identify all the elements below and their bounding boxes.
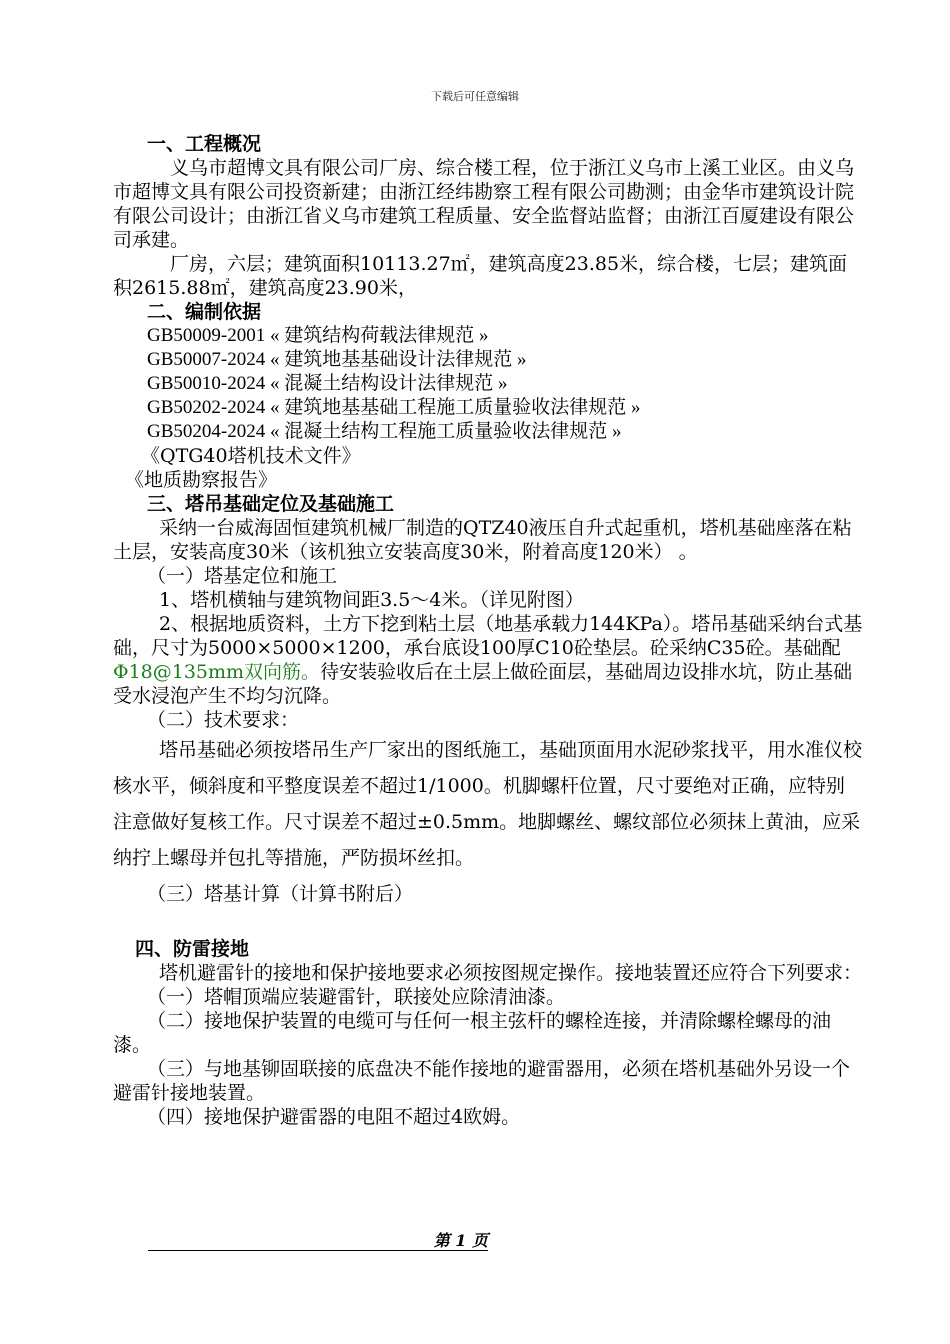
standard-item: GB50009-2001 « 建筑结构荷载法律规范 » xyxy=(147,325,489,346)
tech-requirements-text: 塔吊基础必须按塔吊生产厂家出的图纸施工，基础顶面用水泥砂浆找平，用水准仪校核水平，倾斜度和平整度误差不超过1/1000。机脚螺杆位置，尺寸要绝对正确，应特别注意做好复核工作。尺寸误差不超过±0.5mm。地脚螺丝、螺纹部位必须抹上黄油，应采纳拧上螺母并包扎等措施，严防损坏丝扣。 xyxy=(113,739,863,869)
standard-item: GB50007-2024 « 建筑地基基础设计法律规范 » xyxy=(147,349,527,370)
reference-geology-report: 《地质勘察报告》 xyxy=(125,469,278,491)
grounding-item: （二）接地保护装置的电缆可与任何一根主弦杆的螺栓连接，并清除螺栓螺母的油漆。 xyxy=(113,1010,832,1056)
item-spacing: 1、塔机横轴与建筑物间距3.5～4米。（详见附图） xyxy=(159,589,584,611)
reference-qtg40: 《QTG40塔机技术文件》 xyxy=(141,445,361,467)
standard-item: GB50010-2024 « 混凝土结构设计法律规范 » xyxy=(147,373,508,394)
section1-paragraph1: 义乌市超博文具有限公司厂房、综合楼工程，位于浙江义乌市上溪工业区。由义乌市超博文具有限公司投资新建；由浙江经纬勘察工程有限公司勘测；由金华市建筑设计院有限公司设计；由浙江省义乌市建筑工程质量、安全监督站监督；由浙江百厦建设有限公司承建。 xyxy=(113,157,855,251)
standard-item: GB50202-2024 « 建筑地基基础工程施工质量验收法律规范 » xyxy=(147,397,641,418)
subsection-calculation: （三）塔基计算（计算书附后） xyxy=(147,883,414,905)
section4-paragraph1: 塔机避雷针的接地和保护接地要求必须按图规定操作。接地装置还应符合下列要求： xyxy=(159,962,863,984)
item-foundation-text-b: 待安装验收后在土层上做砼面层，基础周边设排水坑，防止基础受水浸泡产生不均匀沉降。 xyxy=(113,661,853,707)
document-body xyxy=(113,132,863,1129)
subsection-tech-requirements: （二）技术要求： xyxy=(147,709,300,731)
page-header: 下载后可任意编辑 xyxy=(431,90,519,103)
item-foundation xyxy=(113,612,863,708)
standard-item: GB50204-2024 « 混凝土结构工程施工质量验收法律规范 » xyxy=(147,421,622,442)
page-number: 第 1 页 xyxy=(433,1231,488,1250)
page-footer xyxy=(148,1228,488,1251)
grounding-item: （一）塔帽顶端应装避雷针，联接处应除清油漆。 xyxy=(147,986,566,1008)
section1-title: 一、工程概况 xyxy=(147,133,262,155)
grounding-item: （三）与地基铆固联接的底盘决不能作接地的避雷器用，必须在塔机基础外另设一个避雷针接地装置。 xyxy=(113,1058,851,1104)
item-foundation-text-a: 2、根据地质资料，土方下挖到粘土层（地基承载力144KPa）。塔吊基础采纳台式基础，尺寸为5000×5000×1200，承台底设100厚C10砼垫层。砼采纳C35砼。基础配 xyxy=(113,613,863,659)
subsection-location: （一）塔基定位和施工 xyxy=(147,565,338,587)
grounding-item: （四）接地保护避雷器的电阻不超过4欧姆。 xyxy=(147,1106,521,1128)
section3-title: 三、塔吊基础定位及基础施工 xyxy=(147,493,395,515)
section4-title: 四、防雷接地 xyxy=(135,938,250,960)
section2-title: 二、编制依据 xyxy=(147,301,262,323)
section1-paragraph2: 厂房，六层；建筑面积10113.27㎡，建筑高度23.85米，综合楼，七层；建筑面积2615.88㎡，建筑高度23.90米， xyxy=(113,253,848,299)
rebar-spec: Φ18@135mm双向筋。 xyxy=(113,661,321,683)
section3-paragraph1: 采纳一台威海固恒建筑机械厂制造的QTZ40液压自升式起重机，塔机基础座落在粘土层，安装高度30米（该机独立安装高度30米，附着高度120米） 。 xyxy=(113,517,852,563)
